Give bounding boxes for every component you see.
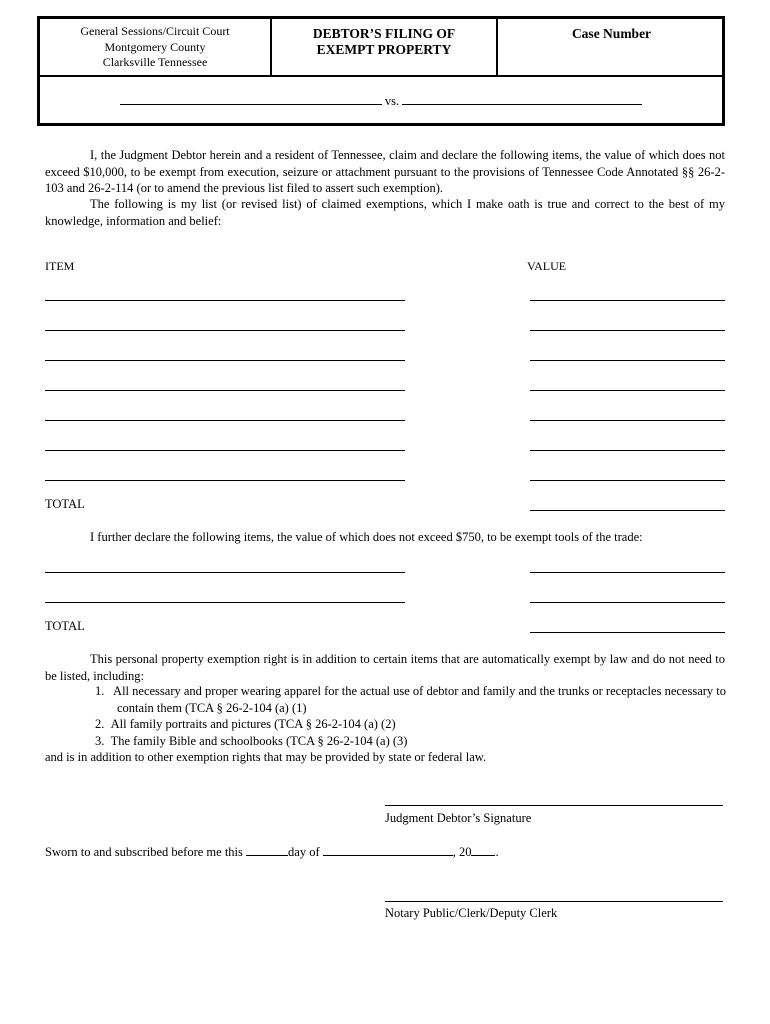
exemption-value-line[interactable] bbox=[530, 300, 725, 301]
title-cell bbox=[272, 19, 498, 75]
vs-label: vs. bbox=[384, 94, 400, 108]
form-title-line2: EXEMPT PROPERTY bbox=[316, 42, 452, 57]
value-column-header: VALUE bbox=[527, 259, 567, 273]
parties-row bbox=[40, 94, 722, 109]
form-title-line1: DEBTOR’S FILING OF bbox=[312, 26, 456, 41]
total-label: TOTAL bbox=[45, 497, 85, 511]
case-number-cell[interactable] bbox=[498, 19, 725, 75]
sworn-month-line[interactable] bbox=[323, 845, 453, 856]
sworn-end: . bbox=[495, 845, 499, 859]
sworn-year-prefix: , 20 bbox=[452, 845, 472, 859]
exemption-item-line[interactable] bbox=[45, 330, 405, 331]
tool-item-line[interactable] bbox=[45, 572, 405, 573]
exempt-items-list bbox=[45, 683, 735, 749]
sworn-year-line[interactable] bbox=[471, 845, 495, 856]
sworn-day-of: day of bbox=[288, 845, 320, 859]
notary-label: Notary Public/Clerk/Deputy Clerk bbox=[385, 906, 558, 920]
sworn-prefix: Sworn to and subscribed before me this bbox=[45, 845, 243, 859]
court-county: Montgomery County bbox=[104, 39, 206, 54]
header-top-row bbox=[40, 19, 722, 77]
exemption-item-line[interactable] bbox=[45, 300, 405, 301]
exemption-closing: and is in addition to other exemption rights that may be provided by state or federal law. bbox=[45, 750, 487, 764]
total-value-line[interactable] bbox=[530, 510, 725, 511]
exempt-item-3: 3. The family Bible and schoolbooks (TCA § 26-2-104 (a) (3) bbox=[95, 733, 408, 748]
exemption-value-line[interactable] bbox=[530, 360, 725, 361]
case-header-box bbox=[37, 16, 725, 126]
exemption-value-line[interactable] bbox=[530, 330, 725, 331]
intro-paragraph: I, the Judgment Debtor herein and a resident of Tennessee, claim and declare the following items, the value of which does not exceed $10,000, to be exempt from execution, seizure or attachment pursuant to the provisions of Tennessee Code Annotated §§ 26-2-103 and 26-2-114 (or to amend the previous list filed to assert such exemption). bbox=[45, 148, 725, 195]
tool-item-line[interactable] bbox=[45, 602, 405, 603]
tool-value-line[interactable] bbox=[530, 602, 725, 603]
exemption-item-line[interactable] bbox=[45, 450, 405, 451]
tools-declaration: I further declare the following items, the value of which does not exceed $750, to be exempt tools of the trade: bbox=[90, 530, 643, 544]
exemption-value-line[interactable] bbox=[530, 450, 725, 451]
plaintiff-line[interactable] bbox=[120, 94, 382, 105]
court-cell bbox=[40, 19, 272, 75]
sworn-statement bbox=[45, 845, 499, 860]
tools-total-label: TOTAL bbox=[45, 619, 85, 633]
exemption-item-line[interactable] bbox=[45, 360, 405, 361]
exemption-item-line[interactable] bbox=[45, 480, 405, 481]
case-number-label: Case Number bbox=[571, 26, 652, 41]
exempt-item-1: 1. All necessary and proper wearing apparel for the actual use of debtor and family and the trunks or receptacles necessary to contain them (TCA § 26-2-104 (a) (1) bbox=[95, 684, 726, 715]
debtor-signature-line[interactable] bbox=[385, 805, 723, 806]
debtor-signature-label: Judgment Debtor’s Signature bbox=[385, 811, 532, 825]
oath-paragraph: The following is my list (or revised list) of claimed exemptions, which I make oath is true and correct to the best of my knowledge, information and belief: bbox=[45, 197, 725, 228]
tools-total-value-line[interactable] bbox=[530, 632, 725, 633]
sworn-day-line[interactable] bbox=[246, 845, 288, 856]
defendant-line[interactable] bbox=[402, 94, 642, 105]
exemption-value-line[interactable] bbox=[530, 480, 725, 481]
exempt-item-2: 2. All family portraits and pictures (TCA § 26-2-104 (a) (2) bbox=[95, 717, 396, 731]
exemption-value-line[interactable] bbox=[530, 390, 725, 391]
tool-value-line[interactable] bbox=[530, 572, 725, 573]
notary-signature-line[interactable] bbox=[385, 901, 723, 902]
court-name: General Sessions/Circuit Court bbox=[80, 24, 230, 38]
exemption-paragraph: This personal property exemption right is in addition to certain items that are automatically exempt by law and do not need to be listed, including: bbox=[45, 652, 725, 683]
exemption-value-line[interactable] bbox=[530, 420, 725, 421]
item-column-header: ITEM bbox=[45, 259, 75, 273]
court-city: Clarksville Tennessee bbox=[102, 55, 208, 69]
exemption-item-line[interactable] bbox=[45, 390, 405, 391]
exemption-item-line[interactable] bbox=[45, 420, 405, 421]
